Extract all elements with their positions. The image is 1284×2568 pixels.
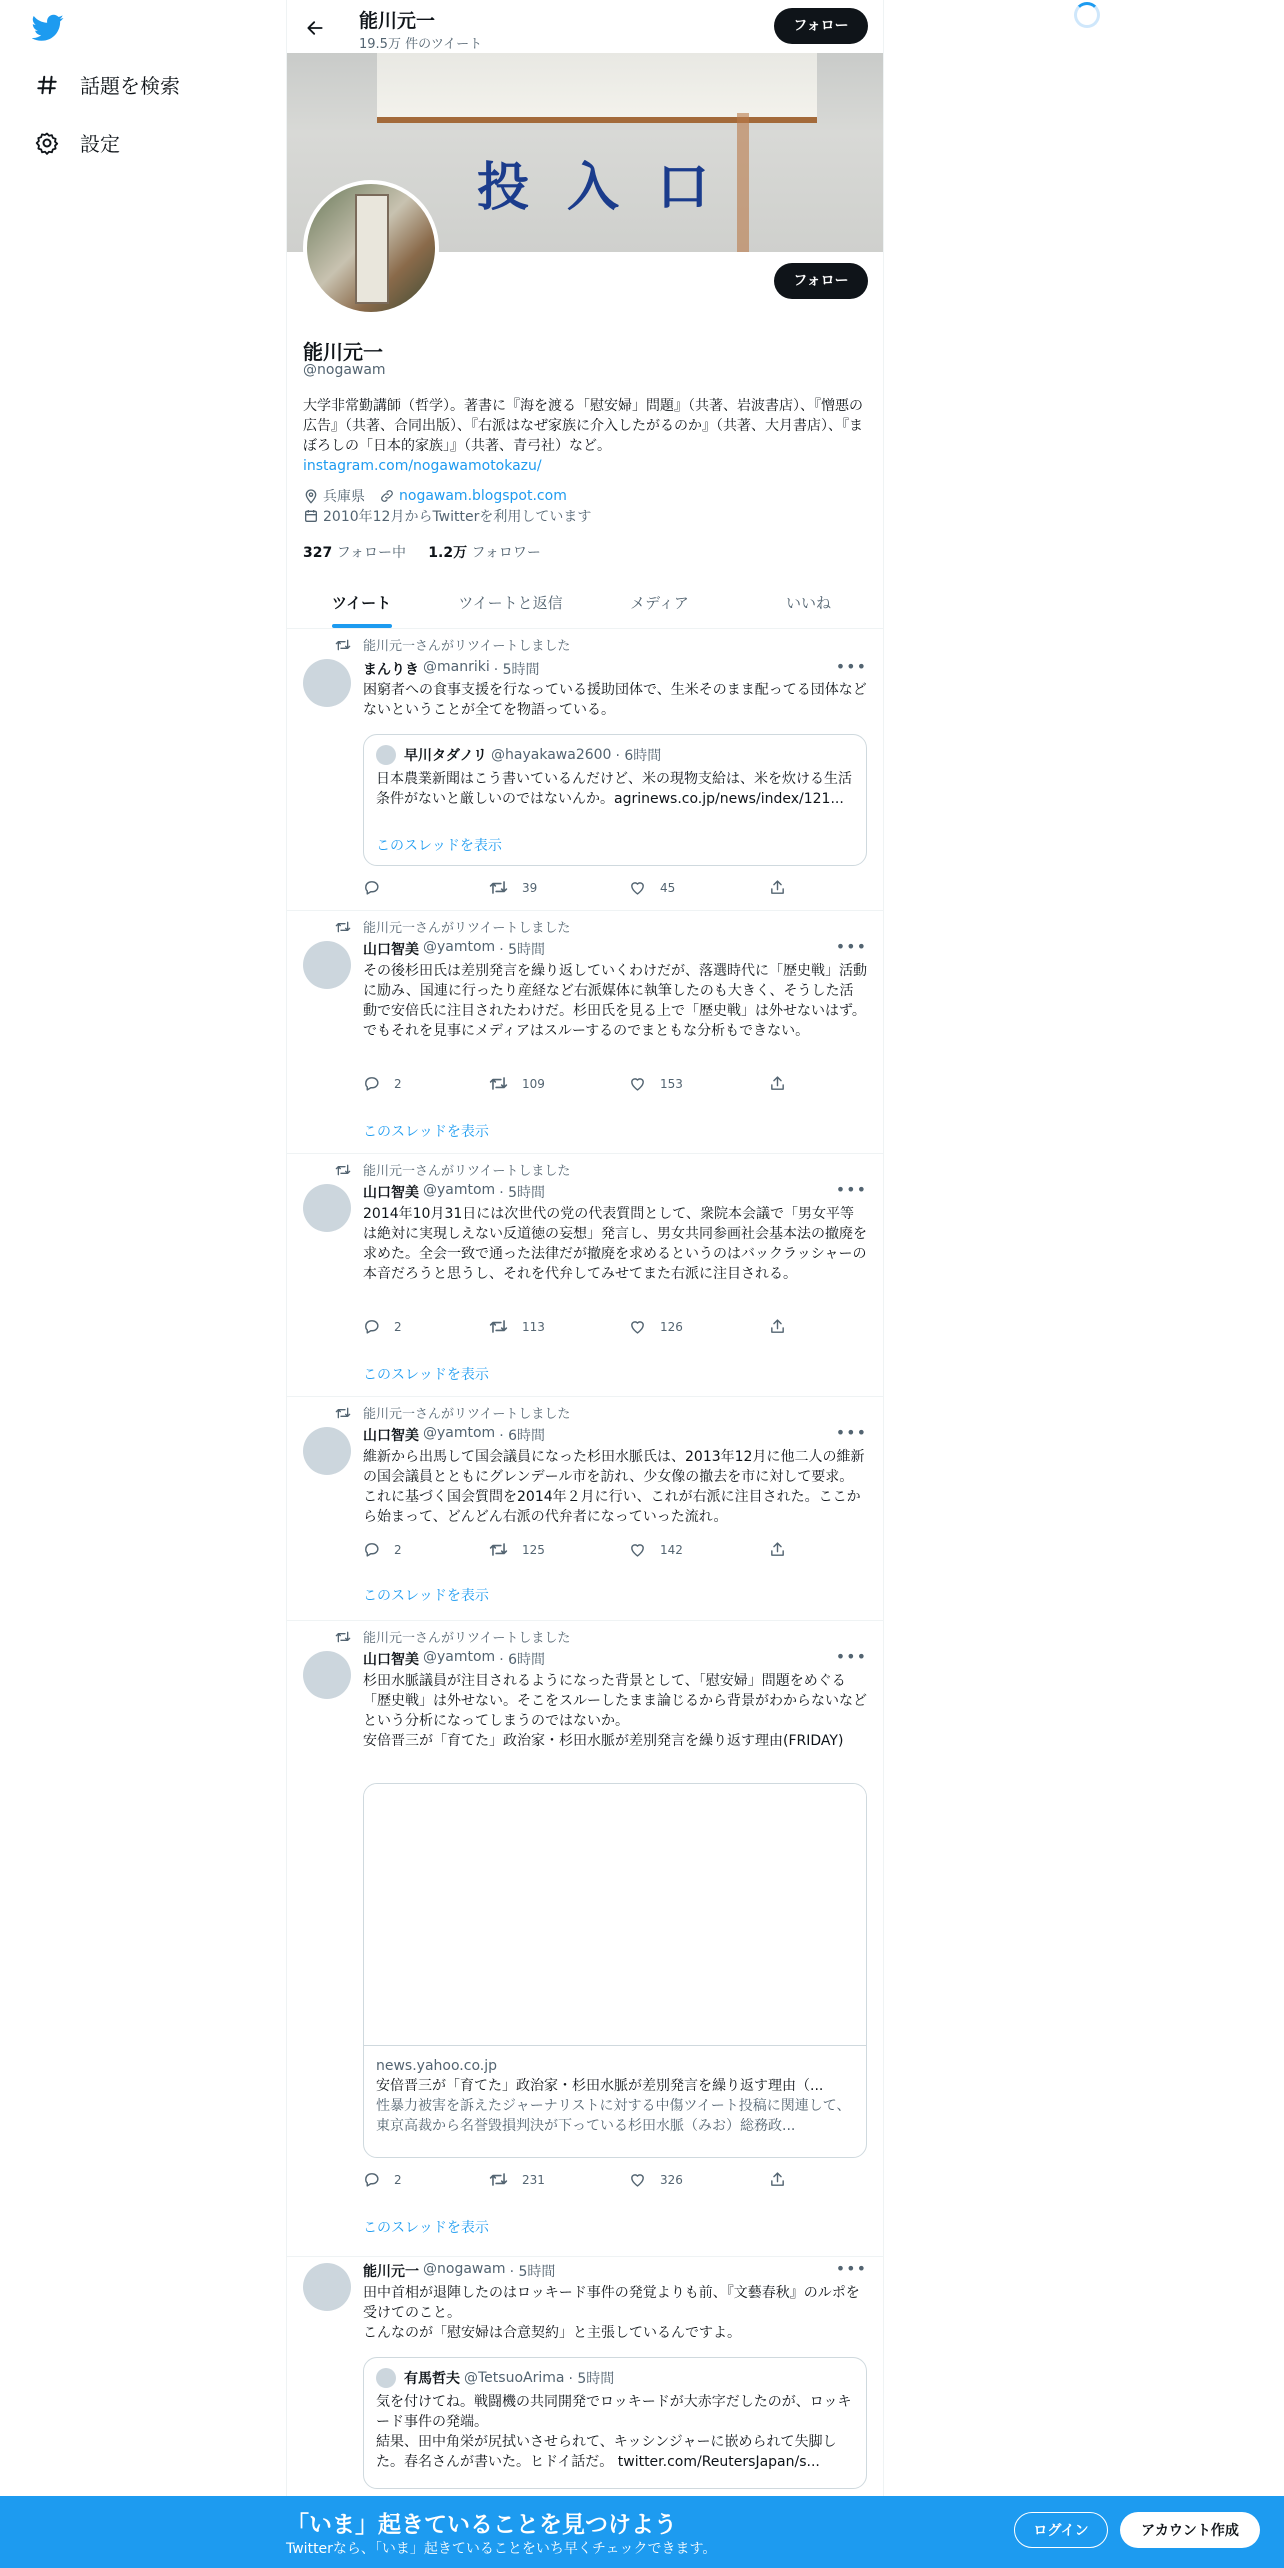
gear-icon bbox=[34, 130, 60, 156]
share-button[interactable] bbox=[769, 1318, 800, 1335]
tweet-header bbox=[363, 659, 540, 679]
show-thread-link[interactable]: このスレッドを表示 bbox=[363, 2220, 489, 2236]
share-icon bbox=[769, 1318, 786, 1335]
heart-icon bbox=[629, 1318, 646, 1335]
tweet-header bbox=[363, 1182, 545, 1202]
tweet[interactable] bbox=[287, 911, 883, 1154]
header-name: 能川元一 bbox=[359, 10, 436, 32]
tweet[interactable] bbox=[287, 1397, 883, 1621]
retweet-count: 109 bbox=[522, 1076, 545, 1091]
tweet-time[interactable]: · 6時間 bbox=[499, 1652, 546, 1668]
heart-icon bbox=[629, 1075, 646, 1092]
tab-tweets-and-replies[interactable]: ツイートと返信 bbox=[458, 593, 563, 612]
tweet-actions bbox=[363, 1075, 803, 1092]
followers-label: フォロワー bbox=[471, 545, 541, 561]
retweet-icon bbox=[335, 1163, 351, 1177]
share-icon bbox=[769, 1541, 786, 1558]
author-name[interactable]: 山口智美 bbox=[363, 942, 419, 958]
retweet-indicator bbox=[335, 1160, 570, 1179]
retweet-count: 125 bbox=[522, 1542, 545, 1557]
reply-count: 2 bbox=[394, 2172, 402, 2187]
author-handle: @manriki bbox=[423, 659, 490, 675]
quoted-time: · 5時間 bbox=[568, 2371, 615, 2387]
tweet-text: 田中首相が退陣したのはロッキード事件の発覚よりも前、『文藝春秋』のルポを受けてのこと。 こんなのが「慰安婦は合意契約」と主張しているんですよ。 bbox=[363, 2285, 860, 2341]
heart-icon bbox=[629, 2171, 646, 2188]
tweet-actions bbox=[363, 879, 803, 896]
header-tweet-count: 19.5万 件のツイート bbox=[359, 37, 483, 52]
tweet-actions bbox=[363, 2171, 803, 2188]
tweet-header bbox=[363, 939, 545, 959]
link-card-details bbox=[364, 2046, 866, 2146]
share-button[interactable] bbox=[769, 1541, 800, 1558]
profile-website[interactable] bbox=[379, 488, 567, 504]
retweet-button[interactable] bbox=[489, 1318, 629, 1335]
tab-likes[interactable]: いいね bbox=[785, 593, 831, 612]
profile-location bbox=[303, 486, 365, 506]
link-card-domain: news.yahoo.co.jp bbox=[376, 2058, 497, 2074]
author-name[interactable]: 山口智美 bbox=[363, 1185, 419, 1201]
retweet-indicator bbox=[335, 1403, 570, 1422]
retweet-button[interactable] bbox=[489, 1075, 629, 1092]
profile-follow-button[interactable]: フォロー bbox=[774, 263, 868, 299]
tweet-text: 杉田水脈議員が注目されるようになった背景として、「慰安婦」問題をめぐる「歴史戦」は外せない。そこをスルーしたまま論じるから背景がわからないなどという分析になってしまうのではないか。 安倍晋三が「育てた」政治家・杉田水脈が差別発言を繰り返す理由(FRIDAY) bbox=[363, 1673, 867, 1749]
profile-name: 能川元一 bbox=[303, 340, 383, 364]
reply-count: 2 bbox=[394, 1076, 402, 1091]
retweet-count: 231 bbox=[522, 2172, 545, 2187]
profile-joined-text: 2010年12月からTwitterを利用しています bbox=[323, 509, 592, 525]
show-thread-link[interactable]: このスレッドを表示 bbox=[363, 1367, 489, 1383]
quoted-author-handle: @hayakawa2600 bbox=[491, 747, 612, 763]
reply-icon bbox=[363, 1318, 380, 1335]
retweet-button[interactable] bbox=[489, 2171, 629, 2188]
reply-icon bbox=[363, 1075, 380, 1092]
tweet[interactable] bbox=[287, 2257, 883, 2500]
profile-location-text: 兵庫県 bbox=[323, 489, 365, 505]
retweet-icon bbox=[489, 1318, 508, 1335]
more-options-icon[interactable]: ••• bbox=[835, 1423, 867, 1442]
tweet-actions bbox=[363, 1541, 803, 1558]
like-count: 326 bbox=[660, 2172, 683, 2187]
quoted-tweet[interactable] bbox=[363, 734, 867, 866]
avatar[interactable] bbox=[303, 2263, 351, 2311]
back-arrow-icon[interactable] bbox=[299, 12, 331, 44]
retweet-icon bbox=[335, 1406, 351, 1420]
twitter-bird-icon[interactable] bbox=[32, 14, 64, 42]
profile-bio-link[interactable]: instagram.com/nogawamotokazu/ bbox=[303, 458, 542, 474]
share-button[interactable] bbox=[769, 879, 800, 896]
retweet-by-text: 能川元一さんがリツイートしました bbox=[363, 921, 571, 936]
author-handle: @yamtom bbox=[423, 1649, 496, 1665]
following-count: 327 bbox=[303, 545, 333, 561]
tweet-text: その後杉田氏は差別発言を繰り返していくわけだが、落選時代に「歴史戦」活動に励み、国連に行ったり産経など右派媒体に執筆したのも大きく、そうした活動で安倍氏に注目されたわけだ。杉田氏を見る上で「歴史戦」は外せないはず。でもそれを見事にメディアはスルーするのでまともな分析もできない。 bbox=[363, 963, 867, 1039]
retweet-indicator bbox=[335, 1627, 570, 1646]
link-card-description: 性暴力被害を訴えたジャーナリストに対する中傷ツイート投稿に関連して、東京高裁から名誉毀損判決が下っている杉田水脈（みお）総務政... bbox=[376, 2098, 851, 2134]
show-thread-link[interactable]: このスレッドを表示 bbox=[363, 1124, 489, 1140]
more-options-icon[interactable]: ••• bbox=[835, 937, 867, 956]
nav-settings[interactable] bbox=[34, 128, 120, 157]
tweet-actions bbox=[363, 1318, 803, 1335]
reply-button[interactable] bbox=[363, 2171, 489, 2188]
signup-banner-subtitle: Twitterなら、「いま」起きていることをいち早くチェックできます。 bbox=[286, 2541, 717, 2557]
profile-meta-row bbox=[303, 486, 581, 506]
profile-header-bar bbox=[287, 0, 883, 53]
like-button[interactable] bbox=[629, 1075, 769, 1092]
share-icon bbox=[769, 2171, 786, 2188]
avatar[interactable] bbox=[303, 941, 351, 989]
following-label: フォロー中 bbox=[336, 545, 406, 561]
like-count: 153 bbox=[660, 1076, 683, 1091]
avatar-sign bbox=[355, 194, 389, 304]
tab-tweets[interactable]: ツイート bbox=[287, 576, 436, 628]
banner-text: 投入口 bbox=[477, 158, 748, 218]
like-count: 142 bbox=[660, 1542, 683, 1557]
profile-website-link[interactable]: nogawam.blogspot.com bbox=[399, 488, 567, 504]
reply-count: 2 bbox=[394, 1542, 402, 1557]
followers-link[interactable] bbox=[428, 545, 541, 561]
reply-icon bbox=[363, 2171, 380, 2188]
avatar[interactable] bbox=[303, 659, 351, 707]
banner-plate bbox=[377, 53, 817, 123]
more-options-icon[interactable]: ••• bbox=[835, 1180, 867, 1199]
retweet-button[interactable] bbox=[489, 1541, 629, 1558]
reply-button[interactable] bbox=[363, 879, 489, 896]
nav-explore-label: 話題を検索 bbox=[80, 74, 180, 98]
reply-icon bbox=[363, 879, 380, 896]
profile-joined bbox=[303, 506, 605, 526]
tweet-text: 2014年10月31日には次世代の党の代表質問として、衆院本会議で「男女平等は絶対に実現しえない反道徳の妄想」発言し、男女共同参画社会基本法の撤廃を求めた。全会一致で通った法律だが撤廃を求めるというのはバックラッシャーの本音だろうと思うし、それを代弁してみせてまた右派に注目される。 bbox=[363, 1206, 867, 1282]
author-name[interactable]: 山口智美 bbox=[363, 1652, 419, 1668]
nav-settings-label: 設定 bbox=[80, 132, 120, 156]
more-options-icon[interactable]: ••• bbox=[835, 657, 867, 676]
reply-button[interactable] bbox=[363, 1541, 489, 1558]
reply-button[interactable] bbox=[363, 1318, 489, 1335]
link-card-title: 安倍晋三が「育てた」政治家・杉田水脈が差別発言を繰り返す理由（... bbox=[376, 2078, 824, 2094]
author-name[interactable]: まんりき bbox=[363, 662, 419, 678]
author-handle: @nogawam bbox=[423, 2261, 506, 2277]
avatar[interactable] bbox=[303, 1651, 351, 1699]
reply-button[interactable] bbox=[363, 1075, 489, 1092]
nav-explore[interactable] bbox=[34, 70, 180, 99]
like-count: 126 bbox=[660, 1319, 683, 1334]
retweet-icon bbox=[335, 638, 351, 652]
tweet[interactable] bbox=[287, 1621, 883, 2257]
avatar bbox=[376, 2368, 396, 2388]
retweet-icon bbox=[489, 1075, 508, 1092]
retweet-by-text: 能川元一さんがリツイートしました bbox=[363, 639, 571, 654]
quoted-author-name: 有馬哲夫 bbox=[404, 2371, 460, 2387]
following-link[interactable] bbox=[303, 545, 406, 561]
like-button[interactable] bbox=[629, 879, 769, 896]
retweet-icon bbox=[489, 879, 508, 896]
quoted-time: · 6時間 bbox=[615, 748, 662, 764]
tweet-time[interactable]: · 5時間 bbox=[499, 1185, 546, 1201]
like-button[interactable] bbox=[629, 1318, 769, 1335]
left-nav bbox=[0, 0, 286, 2568]
avatar[interactable] bbox=[303, 1184, 351, 1232]
share-button[interactable] bbox=[769, 1075, 800, 1092]
tweet-header bbox=[363, 1425, 545, 1445]
quoted-author-name: 早川タダノリ bbox=[404, 748, 488, 764]
retweet-by-text: 能川元一さんがリツイートしました bbox=[363, 1407, 571, 1422]
retweet-indicator bbox=[335, 917, 570, 936]
like-button[interactable] bbox=[629, 1541, 769, 1558]
more-options-icon[interactable]: ••• bbox=[835, 1647, 867, 1666]
reply-icon bbox=[363, 1541, 380, 1558]
quoted-header bbox=[376, 745, 661, 765]
calendar-icon bbox=[303, 508, 319, 524]
quoted-thread-link[interactable]: このスレッドを表示 bbox=[376, 838, 502, 854]
profile-bio: 大学非常勤講師（哲学）。著書に『海を渡る「慰安婦」問題』（共著、岩波書店）、『憎悪の広告』（共著、合同出版）、『右派はなぜ家族に介入したがるのか』（共著、大月書店）、『まぼろしの「日本的家族」』（共著、青弓社）など。 bbox=[303, 398, 863, 454]
tweet[interactable] bbox=[287, 629, 883, 911]
profile-follow-stats bbox=[303, 542, 541, 562]
profile-avatar[interactable] bbox=[303, 180, 439, 316]
retweet-indicator bbox=[335, 635, 570, 654]
followers-count: 1.2万 bbox=[428, 545, 468, 561]
profile-timeline bbox=[286, 0, 884, 2500]
hashtag-icon bbox=[34, 72, 60, 98]
more-options-icon[interactable]: ••• bbox=[835, 2259, 867, 2278]
tweet-header bbox=[363, 2261, 555, 2281]
retweet-icon bbox=[335, 1630, 351, 1644]
signup-banner bbox=[0, 2496, 1284, 2568]
tweet-time[interactable]: · 5時間 bbox=[509, 2264, 556, 2280]
reply-count: 2 bbox=[394, 1319, 402, 1334]
retweet-count: 113 bbox=[522, 1319, 545, 1334]
retweet-icon bbox=[489, 2171, 508, 2188]
signup-banner-title: 「いま」起きていることを見つけよう bbox=[286, 2512, 677, 2538]
link-card-image bbox=[364, 1784, 866, 2046]
like-count: 45 bbox=[660, 880, 676, 895]
tweet[interactable] bbox=[287, 1154, 883, 1397]
quoted-header bbox=[376, 2368, 614, 2388]
author-name[interactable]: 能川元一 bbox=[363, 2264, 419, 2280]
show-thread-link[interactable]: このスレッドを表示 bbox=[363, 1588, 489, 1604]
tweet-time[interactable]: · 5時間 bbox=[499, 942, 546, 958]
signup-button[interactable]: アカウント作成 bbox=[1120, 2512, 1260, 2548]
retweet-by-text: 能川元一さんがリツイートしました bbox=[363, 1164, 571, 1179]
like-button[interactable] bbox=[629, 2171, 769, 2188]
tweet-time[interactable]: · 6時間 bbox=[499, 1428, 546, 1444]
share-button[interactable] bbox=[769, 2171, 800, 2188]
tweet-text: 困窮者への食事支援を行なっている援助団体で、生米そのまま配ってる団体などないということが全てを物語っている。 bbox=[363, 682, 867, 718]
location-pin-icon bbox=[303, 488, 319, 504]
retweet-icon bbox=[489, 1541, 508, 1558]
retweet-count: 39 bbox=[522, 880, 538, 895]
share-icon bbox=[769, 1075, 786, 1092]
tweet-text: 維新から出馬して国会議員になった杉田水脈氏は、2013年12月に他二人の維新の国会議員とともにグレンデール市を訪れ、少女像の撤去を市に対して要求。これに基づく国会質問を2014年２月に行い、これが右派に注目された。ここから始まって、どんどん右派の代弁者になっていった流れ。 bbox=[363, 1449, 865, 1525]
profile-handle: @nogawam bbox=[303, 362, 386, 378]
tab-media[interactable]: メディア bbox=[630, 593, 689, 612]
author-name[interactable]: 山口智美 bbox=[363, 1428, 419, 1444]
retweet-button[interactable] bbox=[489, 879, 629, 896]
author-handle: @yamtom bbox=[423, 1182, 496, 1198]
author-handle: @yamtom bbox=[423, 1425, 496, 1441]
retweet-icon bbox=[335, 920, 351, 934]
link-icon bbox=[379, 488, 395, 504]
avatar bbox=[376, 745, 396, 765]
quoted-text: 気を付けてね。戦闘機の共同開発でロッキードが大赤字だしたのが、ロッキード事件の発端。 結果、田中角栄が尻拭いさせられて、キッシンジャーに嵌められて失脚した。春名さんが書いた。ヒドイ話だ。 twitter.com/ReutersJapan/s... bbox=[376, 2394, 852, 2470]
quoted-text: 日本農業新聞はこう書いているんだけど、米の現物支給は、米を炊ける生活条件がないと厳しいのではないんか。agrinews.co.jp/news/index/121... bbox=[376, 771, 852, 807]
loading-spinner-icon bbox=[1074, 2, 1100, 28]
share-icon bbox=[769, 879, 786, 896]
tweet-time[interactable]: · 5時間 bbox=[493, 662, 540, 678]
profile-tabs bbox=[287, 576, 883, 629]
quoted-author-handle: @TetsuoArima bbox=[464, 2370, 565, 2386]
tweet-header bbox=[363, 1649, 545, 1669]
link-card[interactable] bbox=[363, 1783, 867, 2158]
author-handle: @yamtom bbox=[423, 939, 496, 955]
quoted-tweet[interactable] bbox=[363, 2357, 867, 2489]
heart-icon bbox=[629, 1541, 646, 1558]
heart-icon bbox=[629, 879, 646, 896]
login-button[interactable]: ログイン bbox=[1014, 2512, 1108, 2548]
header-follow-button[interactable]: フォロー bbox=[774, 8, 868, 44]
avatar[interactable] bbox=[303, 1427, 351, 1475]
retweet-by-text: 能川元一さんがリツイートしました bbox=[363, 1631, 571, 1646]
